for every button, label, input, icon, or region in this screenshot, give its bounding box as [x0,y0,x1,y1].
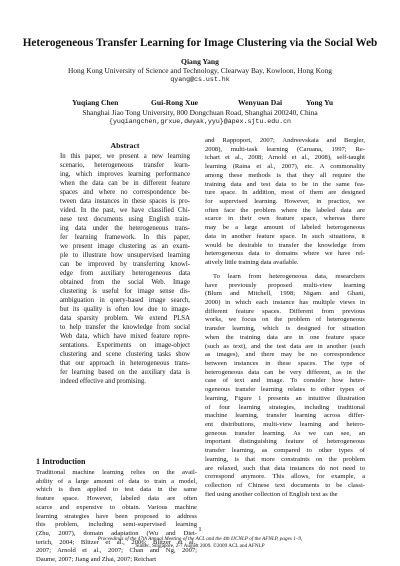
text-line: among these methods is that they all require the [205,171,365,179]
text-line: have previously proposed multi-view learning [205,281,365,289]
text-line: feature space. However, labeled data are often [36,495,197,503]
text-line: ogeneous transfer learning relates to other types of [205,386,365,394]
text-line: learning, Figure 1 presents an intuitive illustration [205,394,365,402]
coauthor-names [0,98,400,108]
text-line: different feature spaces. Different from previous [205,307,365,315]
text-line: between instances in these spaces. The type of [205,359,365,367]
section-heading-introduction: 1 Introduction [36,457,86,466]
text-line: geneous transfer learning. As we can see, an [205,429,365,437]
text-line: sentations. Experiments on image-object [60,342,190,350]
text-line: may be a large amount of labeled heterogeneous [205,224,365,232]
text-line: (such as text), and the test data are in another (such [205,342,365,350]
text-line: 2008), multi-task learning (Caruana, 1997; Re- [205,145,365,153]
paper-title: Heterogeneous Transfer Learning for Image Clustering via the Social Web [22,37,378,49]
text-line: atively little training data available. [205,259,299,267]
text-line: scarce and expensive to obtain. Various machine [36,503,197,511]
text-line: data in another feature space. In such situations, it [205,232,365,240]
text-line: (Zhu, 2007), domain adaptation (Wu and Diet- [36,530,197,538]
text-line: this problem, including semi-supervised learning [36,521,197,529]
text-line: and Rappoport, 2007; Andreevskaia and Bergler, [205,137,365,144]
text-line: collection of Chinese text documents to be classi- [205,482,365,490]
text-line: to help transfer the knowledge from social [60,324,190,332]
text-line: that our approach in heterogeneous trans- [60,360,190,368]
text-line: important distinguishing feature of heterogeneous [205,438,365,446]
text-line: obtained from the social Web. Image [60,279,190,287]
text-line: would be desirable to transfer the knowledge from [205,241,365,249]
coauthor-email: {yuqiangchen,grxue,dwyak,yyu}@apex.sjtu.edu.cn [108,118,292,125]
text-line: Daume, 2007; Jiang and Zhai, 2007; Reichart [36,556,157,564]
coauthor-name: Yong Yu [306,98,334,107]
text-line: machine learning, transfer learning across differ- [205,412,365,420]
text-line: ture space. In addition, most of them are designed [205,189,365,197]
text-line: In this paper, we present a new learning [60,153,190,160]
text-line: fer learning framework. In this paper, [60,234,190,242]
text-line: data sparsity problem. We extend PLSA [60,315,190,323]
abstract-heading: Abstract [110,141,140,150]
text-line: for supervised learning. However, in practice, we [205,198,365,206]
text-line: ability of a large amount of data to train a model, [36,477,197,485]
page-number: 1 [198,526,202,533]
text-line: learning (Raina et al., 2007), etc. A commonality [205,163,365,171]
introduction-left-column [36,469,197,565]
text-line: of four learning strategies, including traditional [205,403,365,411]
text-line: learning strategies have been proposed to address [36,512,197,520]
coauthor-name: Gui-Rong Xue [151,98,199,107]
text-line: vided. In the past, we have classified Chi- [60,207,190,215]
text-line: transfer learning, as compared to other types of [205,447,365,455]
text-line: ple to illustrate how unsupervised learning [60,252,190,260]
text-line: correspond anymore. This allows, for example, a [205,473,365,481]
text-line: often face the problem where the labeled data are [205,206,365,214]
text-line: but its quality is often low due to image- [60,306,190,314]
text-line: when the training data are in one feature space [205,333,365,341]
text-line: learning, is that more constraints on the problem [205,455,365,463]
text-line: tween data instances in these spaces is pro- [60,198,190,206]
text-line: fied using another collection of English text as the [205,490,338,498]
text-line: fer learning based on the auxiliary data is [60,369,190,377]
text-line: ing data under the heterogeneous trans- [60,225,190,233]
footer-venue: Suntec, Singapore, 2-7 August 2009. ©2009 ACL and AFNLP [135,543,265,549]
author-name: Qiang Yang [181,57,219,66]
text-line: ent distributions, multi-view learning and hetero- [205,421,365,428]
text-line: scarce in their own feature space, whereas there [205,215,365,223]
text-line: To learn from heterogeneous data, researchers [213,272,365,280]
text-line: nese text documents using English train- [60,216,190,224]
text-line: Traditional machine learning relies on the avail- [36,469,197,476]
text-line: heterogeneous data to domains where we have rel- [205,250,365,258]
text-line: (Blum and Mitchell, 1998; Nigam and Ghani, [205,290,365,298]
text-line: are relaxed, such that data instances do not need to [205,464,365,472]
coauthor-name: Yuqiang Chen [72,98,119,107]
footer-proceedings: Proceedings of the 47th Annual Meeting of the ACL and the 4th IJCNLP of the AFNLP, pages 1–9, [97,536,303,542]
text-line: 2007; Arnold et al., 2007; Chan and Ng, 2007; [36,547,197,555]
text-line: edge from auxiliary heterogeneous data [60,270,190,278]
text-line: can be improved by transferring knowl- [60,261,190,269]
author-affiliation: Hong Kong University of Science and Technology, Clearway Bay, Kowloon, Hong Kong [68,66,332,75]
right-column-text [205,137,365,499]
text-line: ing, which improves learning performance [60,171,190,179]
text-line: case of text and image. To consider how heter- [205,377,365,385]
text-line: heterogeneous data can be very different, as in the [205,368,365,376]
text-line: clustering and scene clustering tasks show [60,351,190,359]
coauthor-name: Wenyuan Dai [238,98,283,107]
text-line: ichart et al., 2008; Arnold et al., 2008), self-taught [205,154,365,162]
text-line: 2000) in which each instance has multiple views in [205,298,365,306]
text-line: when the data can be in different feature [60,180,190,188]
text-line: ambiguation in query-based image search, [60,297,190,305]
text-line: scenario, heterogeneous transfer learn- [60,162,190,170]
text-line: works, we focus on the problem of heterogeneous [205,316,365,324]
coauthor-affiliation: Shanghai Jiao Tong University, 800 Dongchuan Road, Shanghai 200240, China [82,108,318,117]
text-line: training data and test data to be in the same fea- [205,180,365,188]
text-line: as images), and there may be no correspondence [205,351,365,359]
text-line: we present image clustering as an exam- [60,243,190,251]
text-line: clustering is useful for image sense dis- [60,288,190,296]
abstract-text [60,152,190,386]
text-line: terich, 2004; Blitzer et al., 2006; Blitzer et al., [36,538,197,546]
text-line: indeed effective and promising. [60,378,146,386]
text-line: spaces and where no correspondence be- [60,189,190,197]
text-line: Web data, which have mixed feature repre- [60,333,190,341]
text-line: transfer learning, which is designed for situation [205,325,365,333]
text-line: which is then applied to test data in the same [36,486,197,494]
author-email: qyang@cs.ust.hk [170,76,230,83]
